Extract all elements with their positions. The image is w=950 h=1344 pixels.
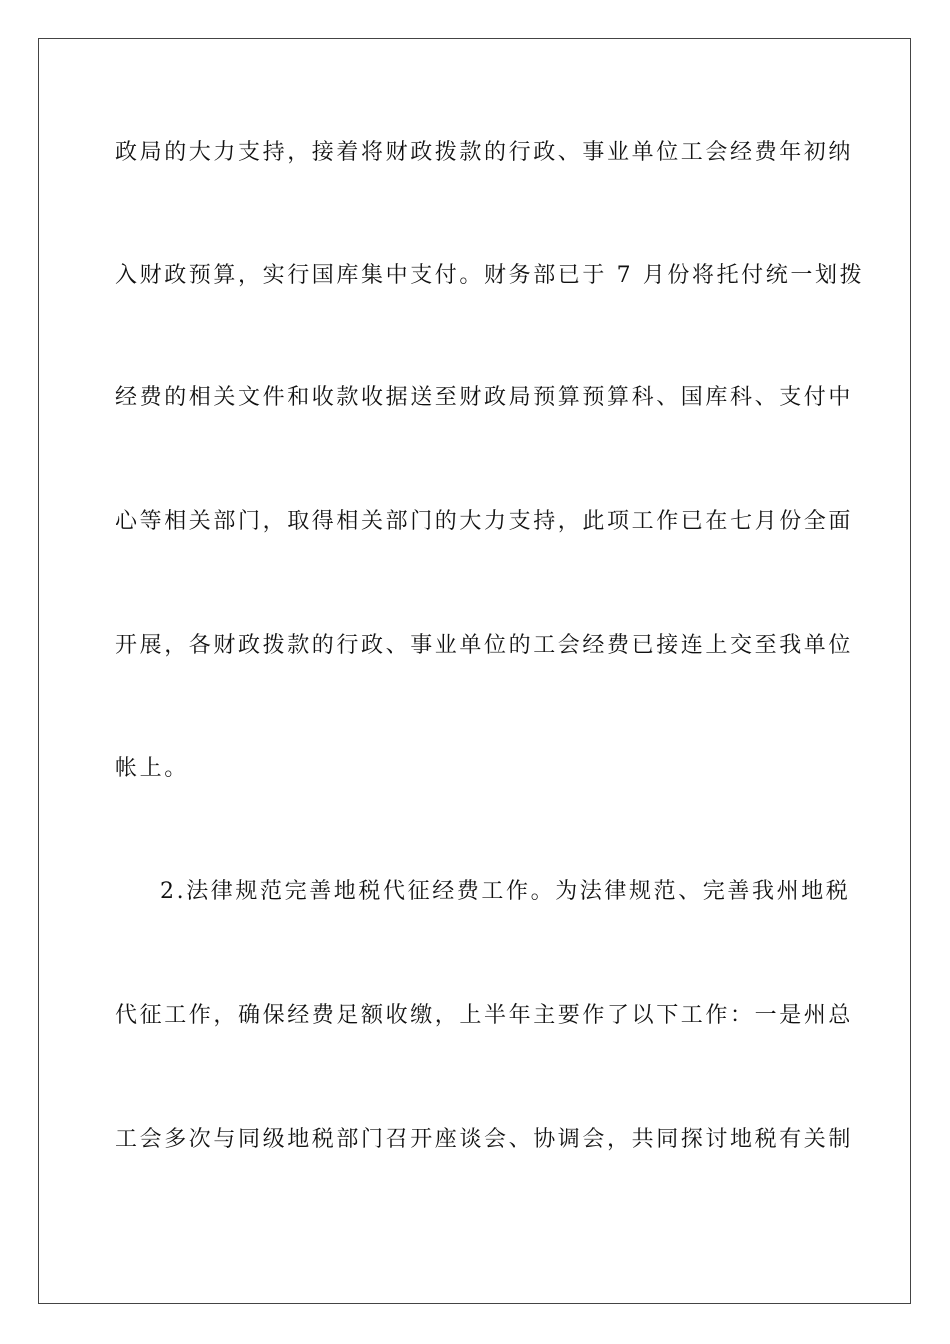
paragraph-line: 开展，各财政拨款的行政、事业单位的工会经费已接连上交至我单位 bbox=[115, 633, 854, 658]
paragraph-line: 政局的大力支持，接着将财政拨款的行政、事业单位工会经费年初纳 bbox=[115, 140, 854, 165]
paragraph-line: 工会多次与同级地税部门召开座谈会、协调会，共同探讨地税有关制 bbox=[115, 1127, 854, 1152]
paragraph-line: 代征工作，确保经费足额收缴，上半年主要作了以下工作：一是州总 bbox=[115, 1003, 854, 1028]
paragraph-line: 心等相关部门，取得相关部门的大力支持，此项工作已在七月份全面 bbox=[115, 509, 854, 534]
paragraph-line: 2.法律规范完善地税代征经费工作。为法律规范、完善我州地税 bbox=[160, 879, 851, 904]
paragraph-line: 帐上。 bbox=[115, 756, 189, 781]
paragraph-line: 经费的相关文件和收款收据送至财政局预算预算科、国库科、支付中 bbox=[115, 385, 854, 410]
page-border bbox=[38, 38, 911, 1304]
paragraph-line: 入财政预算，实行国库集中支付。财务部已于 7 月份将托付统一划拨 bbox=[115, 263, 865, 288]
